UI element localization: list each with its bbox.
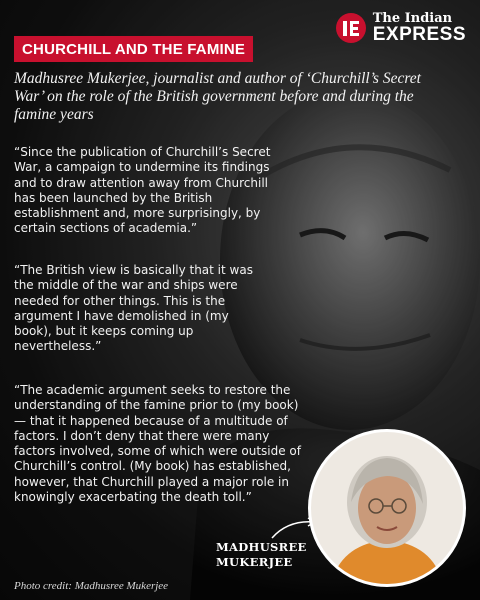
author-avatar (311, 432, 463, 584)
quote-2: “The British view is basically that it was the middle of the war and ships were needed for other things. This is the argument I have demolished in (my book), but it keeps coming up nevertheless.” (14, 263, 253, 354)
quote-3: “The academic argument seeks to restore the understanding of the famine prior to (my book) — that it happened because of a multitude of factors. I don’t deny that there were many factors involved, some of which were outside of Churchill’s control. (My book) has established, however, that Churchill played a major role in knowingly exacerbating the death toll.” (14, 383, 301, 505)
logo-line2: EXPRESS (372, 24, 466, 45)
person-name-line2: MUKERJEE (216, 555, 293, 569)
indian-express-logo (335, 12, 466, 44)
logo-line1: The Indian (372, 11, 453, 26)
person-name-line1: MADHUSREE (216, 540, 307, 554)
person-name (216, 540, 307, 570)
quote-1: “Since the publication of Churchill’s Secret War, a campaign to undermine its findings and to draw attention away from Churchill has been launched by the British establishment and, more surprisingly, by certain sections of academia.” (14, 145, 271, 236)
intro-text: Madhusree Mukerjee, journalist and author of ‘Churchill’s Secret War’ on the role of the British government before and during the famine years (14, 70, 421, 123)
logo-icon (335, 12, 367, 44)
photo-credit: Photo credit: Madhusree Mukerjee (14, 580, 169, 592)
title-badge: CHURCHILL AND THE FAMINE (14, 36, 253, 62)
